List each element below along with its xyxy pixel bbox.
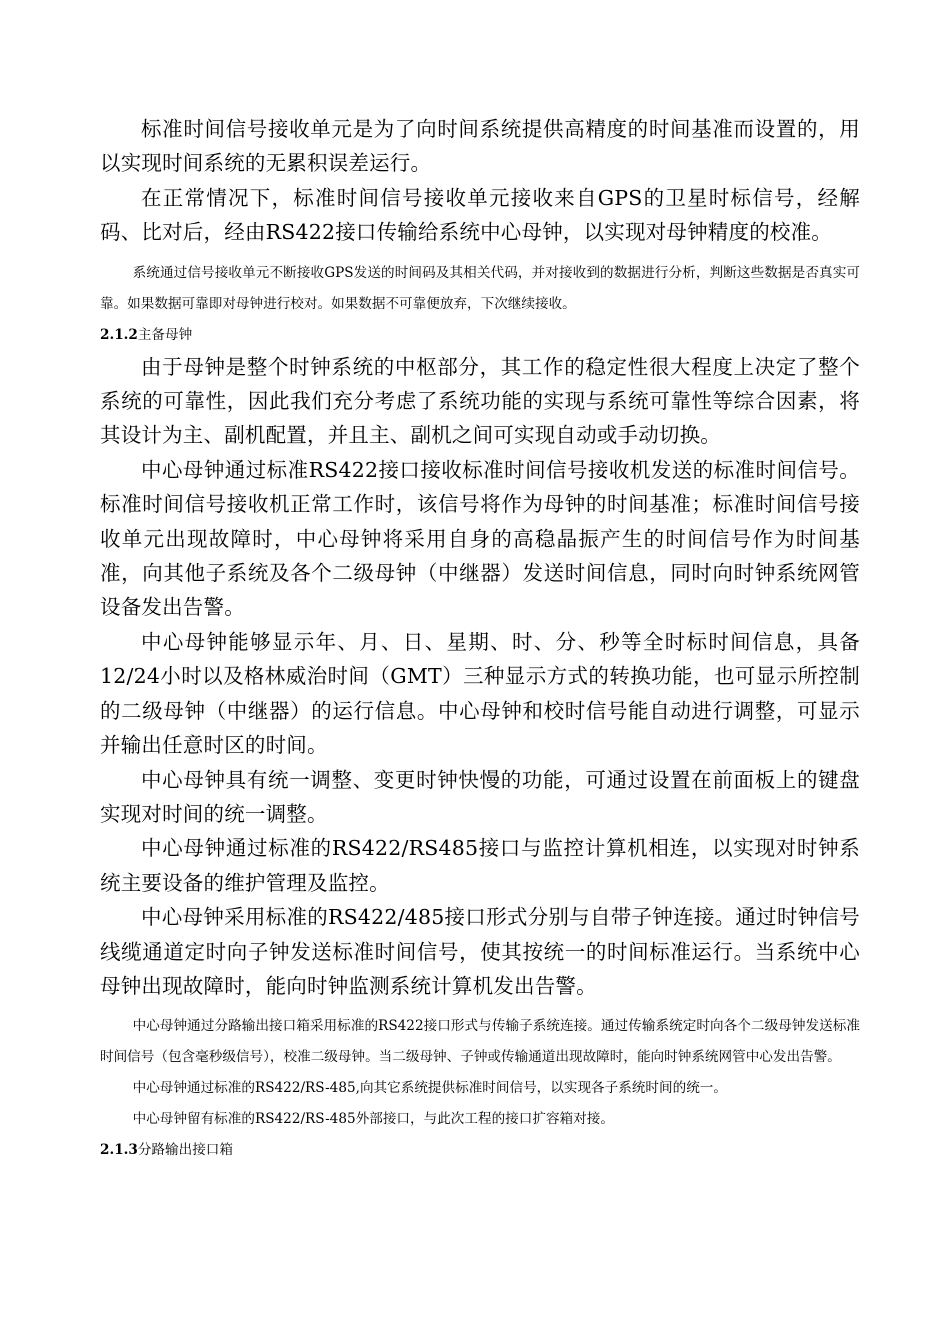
- paragraph-receiver-normal: 在正常情况下，标准时间信号接收单元接收来自GPS的卫星时标信号，经解码、比对后，经由RS422接口传输给系统中心母钟，以实现对母钟精度的校准。: [100, 185, 860, 245]
- spacer: [100, 1003, 860, 1011]
- section-number: 2.1.3: [100, 1142, 138, 1159]
- paragraph-master-clock-transmission: 中心母钟通过分路输出接口箱采用标准的RS422接口形式与传输子系统连接。通过传输系统定时向各个二级母钟发送标准时间信号（包含毫秒级信号），校准二级母钟。当二级母钟、子钟或传输通道出现故障时，能向时钟系统网管中心发出告警。: [100, 1018, 860, 1066]
- paragraph-master-clock-external-interface: 中心母钟留有标准的RS422/RS-485外部接口，与此次工程的接口扩容箱对接。: [132, 1111, 614, 1128]
- section-heading-2-1-2: [100, 320, 860, 350]
- section-title: 分路输出接口箱: [137, 1142, 233, 1159]
- paragraph-master-clock-monitor: 中心母钟通过标准的RS422/RS485接口与监控计算机相连，以实现对时钟系统主要设备的维护管理及监控。: [100, 836, 860, 895]
- section-number: 2.1.2: [100, 326, 138, 343]
- paragraph-master-clock-other-systems: 中心母钟通过标准的RS422/RS-485,向其它系统提供标准时间信号，以实现各子系统时间的统一。: [132, 1080, 727, 1097]
- spacer: [100, 250, 860, 258]
- paragraph-master-clock-rs422: 中心母钟通过标准RS422接口接收标准时间信号接收机发送的标准时间信号。标准时间信号接收机正常工作时，该信号将作为母钟的时间基准；标准时间信号接收单元出现故障时，中心母钟将采用自身的高稳晶振产生的时间信号作为时间基准，向其他子系统及各个二级母钟（中继器）发送时间信息，同时向时钟系统网管设备发出告警。: [100, 457, 860, 620]
- document-body: [100, 112, 860, 1165]
- paragraph-master-clock-reliability: 由于母钟是整个时钟系统的中枢部分，其工作的稳定性很大程度上决定了整个系统的可靠性，因此我们充分考虑了系统功能的实现与系统可靠性等综合因素，将其设计为主、副机配置，并且主、副机之间可实现自动或手动切换。: [100, 354, 860, 448]
- paragraph-master-clock-display: 中心母钟能够显示年、月、日、星期、时、分、秒等全时标时间信息，具备12/24小时以及格林威治时间（GMT）三种显示方式的转换功能，也可显示所控制的二级母钟（中继器）的运行信息。中心母钟和校时信号能自动进行调整，可显示并输出任意时区的时间。: [100, 629, 860, 758]
- paragraph-receiver-purpose: 标准时间信号接收单元是为了向时间系统提供高精度的时间基准而设置的，用以实现时间系统的无累积误差运行。: [100, 117, 860, 176]
- paragraph-master-clock-adjust: 中心母钟具有统一调整、变更时钟快慢的功能，可通过设置在前面板上的键盘实现对时间的统一调整。: [100, 767, 860, 826]
- paragraph-receiver-verify: 系统通过信号接收单元不断接收GPS发送的时间码及其相关代码，并对接收到的数据进行分析，判断这些数据是否真实可靠。如果数据可靠即对母钟进行校对。如果数据不可靠便放弃，下次继续接收。: [100, 264, 860, 312]
- paragraph-master-clock-subclock: 中心母钟采用标准的RS422/485接口形式分别与自带子钟连接。通过时钟信号线缆通道定时向子钟发送标准时间信号，使其按统一的时间标准运行。当系统中心母钟出现故障时，能向时钟监测系统计算机发出告警。: [100, 905, 860, 998]
- section-heading-2-1-3: [100, 1135, 860, 1165]
- section-title: 主备母钟: [137, 326, 193, 343]
